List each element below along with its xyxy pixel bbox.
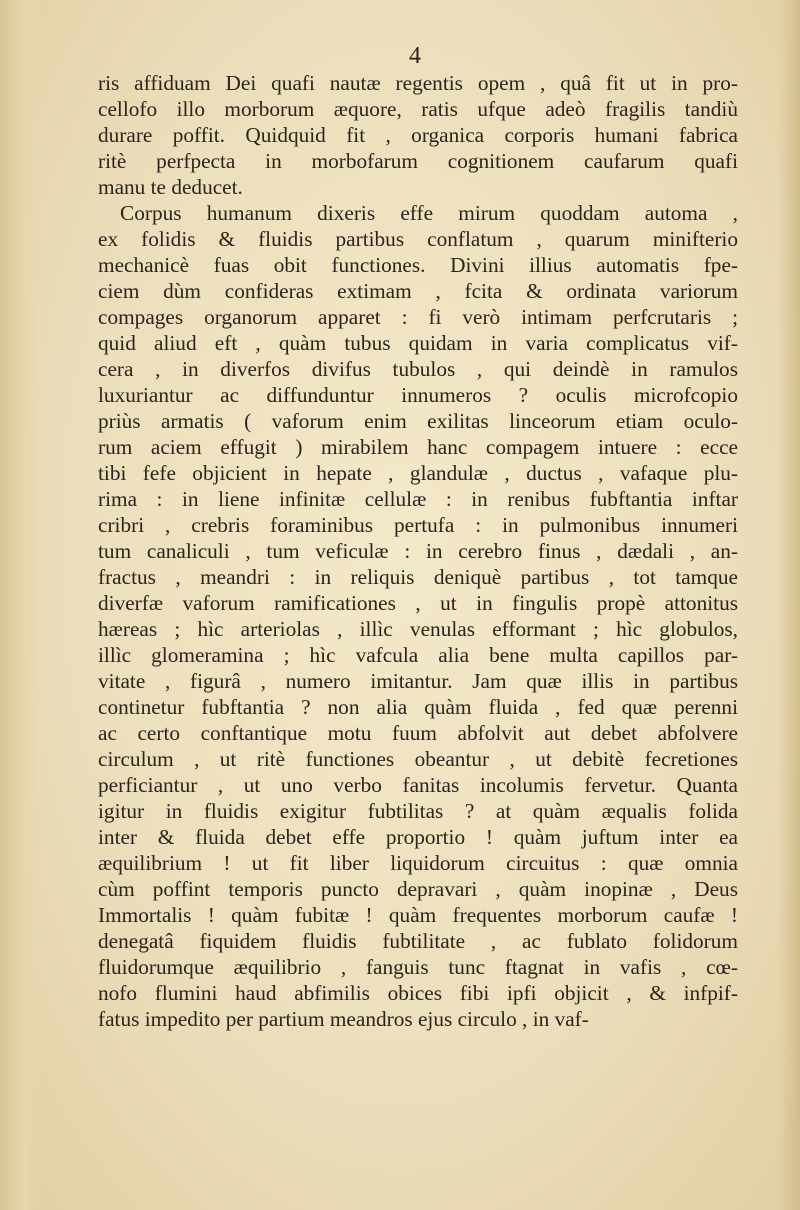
text-line: luxuriantur ac diffunduntur innumeros ? oculis microfcopio — [98, 383, 738, 407]
text-line: hæreas ; hìc arteriolas , illìc venulas efformant ; hìc globulos, — [98, 617, 738, 641]
text-line: mechanicè fuas obit functiones. Divini illius automatis fpe- — [98, 253, 738, 277]
text-line: circulum , ut ritè functiones obeantur , ut debitè fecretiones — [98, 747, 738, 771]
text-line: ac certo conftantique motu fuum abfolvit aut debet abfolvere — [98, 721, 738, 745]
text-line: illìc glomeramina ; hìc vafcula alia bene multa capillos par- — [98, 643, 738, 667]
text-line: rima : in liene infinitæ cellulæ : in renibus fubftantia inftar — [98, 487, 738, 511]
text-line: vitate , figurâ , numero imitantur. Jam quæ illis in partibus — [98, 669, 738, 693]
text-line: denegatâ fiquidem fluidis fubtilitate , ac fublato folidorum — [98, 929, 738, 953]
text-line: tum canaliculi , tum veficulæ : in cerebro finus , dædali , an- — [98, 539, 738, 563]
text-line: ciem dùm confideras extimam , fcita & ordinata variorum — [98, 279, 738, 303]
text-line: Corpus humanum dixeris effe mirum quoddam automa , — [120, 201, 738, 225]
text-line: ritè perfpecta in morbofarum cognitionem caufarum quafi — [98, 149, 738, 173]
text-line: manu te deducet. — [98, 175, 243, 199]
text-line: cùm poffint temporis puncto depravari , quàm inopinæ , Deus — [98, 877, 738, 901]
text-line: nofo flumini haud abfimilis obices fibi ipfi objicit , & infpif- — [98, 981, 738, 1005]
text-line: cellofo illo morborum æquore, ratis ufque adeò fragilis tandiù — [98, 97, 738, 121]
text-line: inter & fluida debet effe proportio ! quàm juftum inter ea — [98, 825, 738, 849]
text-line: fatus impedito per partium meandros ejus circulo , in vaf- — [98, 1007, 589, 1031]
paragraph — [98, 200, 738, 1032]
text-line: durare poffit. Quidquid fit , organica corporis humani fabrica — [98, 123, 738, 147]
page-edge-shadow — [778, 0, 800, 1210]
text-line: perficiantur , ut uno verbo fanitas incolumis fervetur. Quanta — [98, 773, 738, 797]
text-line: continetur fubftantia ? non alia quàm fluida , fed quæ perenni — [98, 695, 738, 719]
text-line: diverfæ vaforum ramificationes , ut in fingulis propè attonitus — [98, 591, 738, 615]
text-line: rum aciem effugit ) mirabilem hanc compagem intuere : ecce — [98, 435, 738, 459]
text-line: æquilibrium ! ut fit liber liquidorum circuitus : quæ omnia — [98, 851, 738, 875]
text-line: Immortalis ! quàm fubitæ ! quàm frequentes morborum caufæ ! — [98, 903, 738, 927]
text-line: tibi fefe objicient in hepate , glandulæ , ductus , vafaque plu- — [98, 461, 738, 485]
text-line: quid aliud eft , quàm tubus quidam in varia complicatus vif- — [98, 331, 738, 355]
text-line: fluidorumque æquilibrio , fanguis tunc ftagnat in vafis , cœ- — [98, 955, 738, 979]
text-line: fractus , meandri : in reliquis deniquè partibus , tot tamque — [98, 565, 738, 589]
text-line: ris affiduam Dei quafi nautæ regentis opem , quâ fit ut in pro- — [98, 71, 738, 95]
text-line: cribri , crebris foraminibus pertufa : in pulmonibus innumeri — [98, 513, 738, 537]
binding-gutter — [0, 0, 40, 1210]
body-text — [98, 70, 738, 1032]
page-number: 4 — [409, 43, 421, 69]
paragraph — [98, 70, 738, 200]
text-line: igitur in fluidis exigitur fubtilitas ? at quàm æqualis folida — [98, 799, 738, 823]
text-line: ex folidis & fluidis partibus conflatum , quarum minifterio — [98, 227, 738, 251]
text-line: compages organorum apparet : fi verò intimam perfcrutaris ; — [98, 305, 738, 329]
text-line: cera , in diverfos divifus tubulos , qui deindè in ramulos — [98, 357, 738, 381]
text-line: priùs armatis ( vaforum enim exilitas linceorum etiam oculo- — [98, 409, 738, 433]
